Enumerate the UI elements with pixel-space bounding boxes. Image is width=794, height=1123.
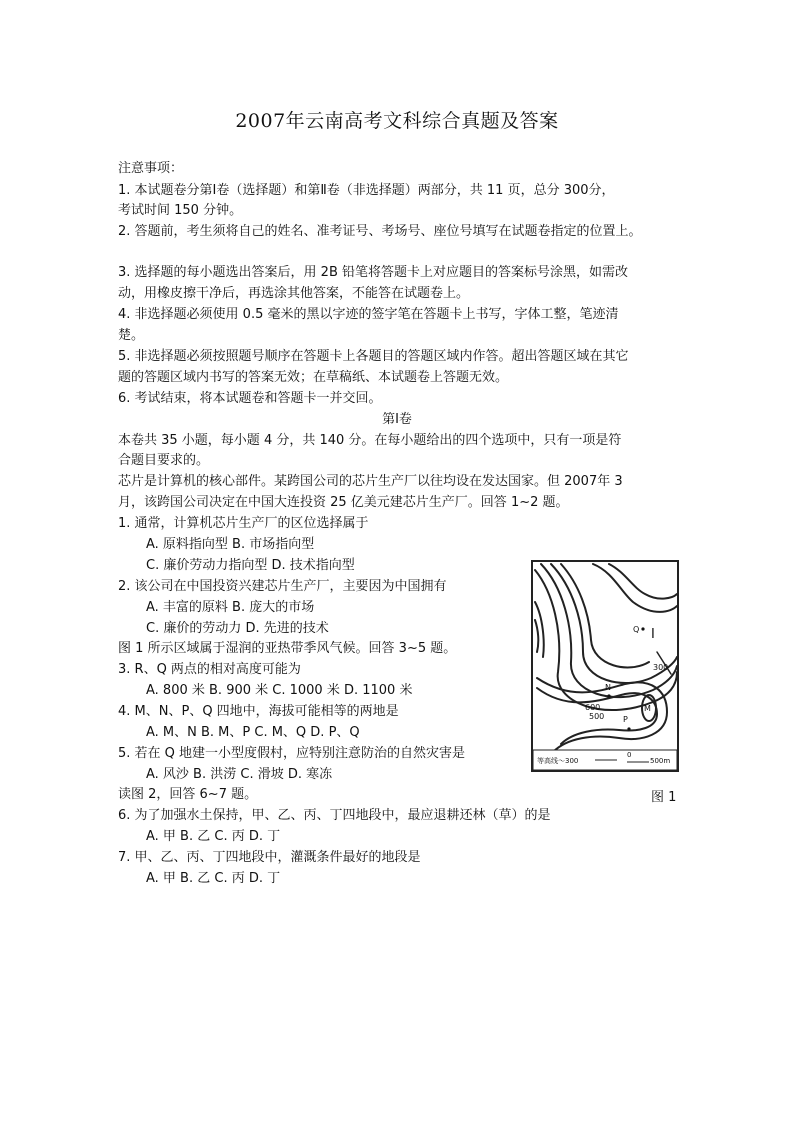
point-p-dot	[627, 727, 630, 730]
point-m-label: M	[644, 704, 651, 713]
question-2-stem: 2. 该公司在中国投资兴建芯片生产厂，主要因为中国拥有	[118, 579, 447, 594]
note-6: 6. 考试结束，将本试题卷和答题卡一并交回。	[118, 391, 382, 406]
note-3a: 3. 选择题的每小题选出答案后，用 2B 铅笔将答题卡上对应题目的答案标号涂黑，如需改	[118, 265, 628, 280]
figure-1-intro: 图 1 所示区域属于湿润的亚热带季风气候。回答 3~5 题。	[118, 641, 457, 656]
map-scale-zero: 0	[627, 751, 632, 759]
contour-map-svg	[533, 562, 677, 770]
map-scale-text: 500m	[650, 757, 671, 765]
note-5a: 5. 非选择题必须按照题号顺序在答题卡上各题目的答题区域内作答。超出答题区域在其它	[118, 349, 629, 364]
contour-line-5	[535, 602, 544, 657]
contour-label-500: 500	[589, 712, 605, 721]
question-4-stem: 4. M、N、P、Q 四地中，海拔可能相等的两地是	[118, 704, 399, 719]
page-title: 2007年云南高考文科综合真题及答案	[235, 110, 559, 132]
question-5-stem: 5. 若在 Q 地建一小型度假村，应特别注意防治的自然灾害是	[118, 746, 466, 761]
note-5b: 题的答题区域内书写的答案无效；在草稿纸、本试题卷上答题无效。	[118, 370, 509, 385]
peak-r-mark: Ⅰ	[651, 627, 655, 642]
note-3b: 动，用橡皮擦干净后，再选涂其他答案，不能答在试题卷上。	[118, 286, 470, 301]
point-q-label: Q	[633, 625, 640, 634]
note-2: 2. 答题前，考生须将自己的姓名、准考证号、考场号、座位号填写在试题卷指定的位置上。	[118, 224, 642, 239]
notes-heading: 注意事项：	[118, 161, 184, 176]
map-legend-text: 等高线～300	[537, 757, 579, 765]
question-7-options: A. 甲 B. 乙 C. 丙 D. 丁	[146, 871, 281, 886]
contour-line-8	[609, 564, 677, 599]
figure-2-intro: 读图 2，回答 6~7 题。	[118, 787, 258, 802]
passage-1a: 芯片是计算机的核心部件。某跨国公司的芯片生产厂以往均设在发达国家。但 2007年 3	[118, 474, 623, 489]
contour-label-600: 600	[585, 703, 601, 712]
question-4-options: A. M、N B. M、P C. M、Q D. P、Q	[146, 725, 360, 740]
note-4b: 楚。	[118, 328, 145, 343]
question-3-stem: 3. R、Q 两点的相对高度可能为	[118, 662, 301, 677]
point-p-label: P	[623, 715, 628, 724]
section-intro-b: 合题目要求的。	[118, 453, 210, 468]
section-heading: 第Ⅰ卷	[382, 412, 412, 427]
contour-line-4	[561, 564, 649, 667]
question-2-options-a: A. 丰富的原料 B. 庞大的市场	[146, 600, 315, 615]
note-1b: 考试时间 150 分钟。	[118, 203, 243, 218]
question-6-options: A. 甲 B. 乙 C. 丙 D. 丁	[146, 829, 281, 844]
point-q-dot	[641, 627, 644, 630]
note-4a: 4. 非选择题必须使用 0.5 毫米的黑以字迹的签字笔在答题卡上书写，字体工整，笔迹清	[118, 307, 619, 322]
question-7-stem: 7. 甲、乙、丙、丁四地段中，灌溉条件最好的地段是	[118, 850, 421, 865]
contour-line-6	[535, 620, 538, 652]
question-1-options-a: A. 原料指向型 B. 市场指向型	[146, 537, 315, 552]
question-1-stem: 1. 通常，计算机芯片生产厂的区位选择属于	[118, 516, 369, 531]
contour-line-2	[541, 564, 677, 697]
contour-line-7	[593, 564, 677, 612]
point-n-label: N	[605, 683, 611, 692]
figure-1-caption: 图 1	[651, 790, 677, 805]
question-1-options-b: C. 廉价劳动力指向型 D. 技术指向型	[146, 558, 355, 573]
question-6-stem: 6. 为了加强水土保持，甲、乙、丙、丁四地段中，最应退耕还林（草）的是	[118, 808, 551, 823]
note-1a: 1. 本试题卷分第Ⅰ卷（选择题）和第Ⅱ卷（非选择题）两部分，共 11 页，总分 300分，	[118, 183, 615, 198]
figure-1-contour-map	[531, 560, 679, 772]
section-intro-a: 本卷共 35 小题，每小题 4 分，共 140 分。在每小题给出的四个选项中，只有一项是符	[118, 433, 622, 448]
question-2-options-b: C. 廉价的劳动力 D. 先进的技术	[146, 621, 329, 636]
passage-1b: 月，该跨国公司决定在中国大连投资 25 亿美元建芯片生产厂。回答 1~2 题。	[118, 495, 569, 510]
contour-label-300: 300	[653, 663, 669, 672]
question-3-options: A. 800 米 B. 900 米 C. 1000 米 D. 1100 米	[146, 683, 413, 698]
point-n-dot	[607, 694, 610, 697]
question-5-options: A. 风沙 B. 洪涝 C. 滑坡 D. 寒冻	[146, 767, 333, 782]
